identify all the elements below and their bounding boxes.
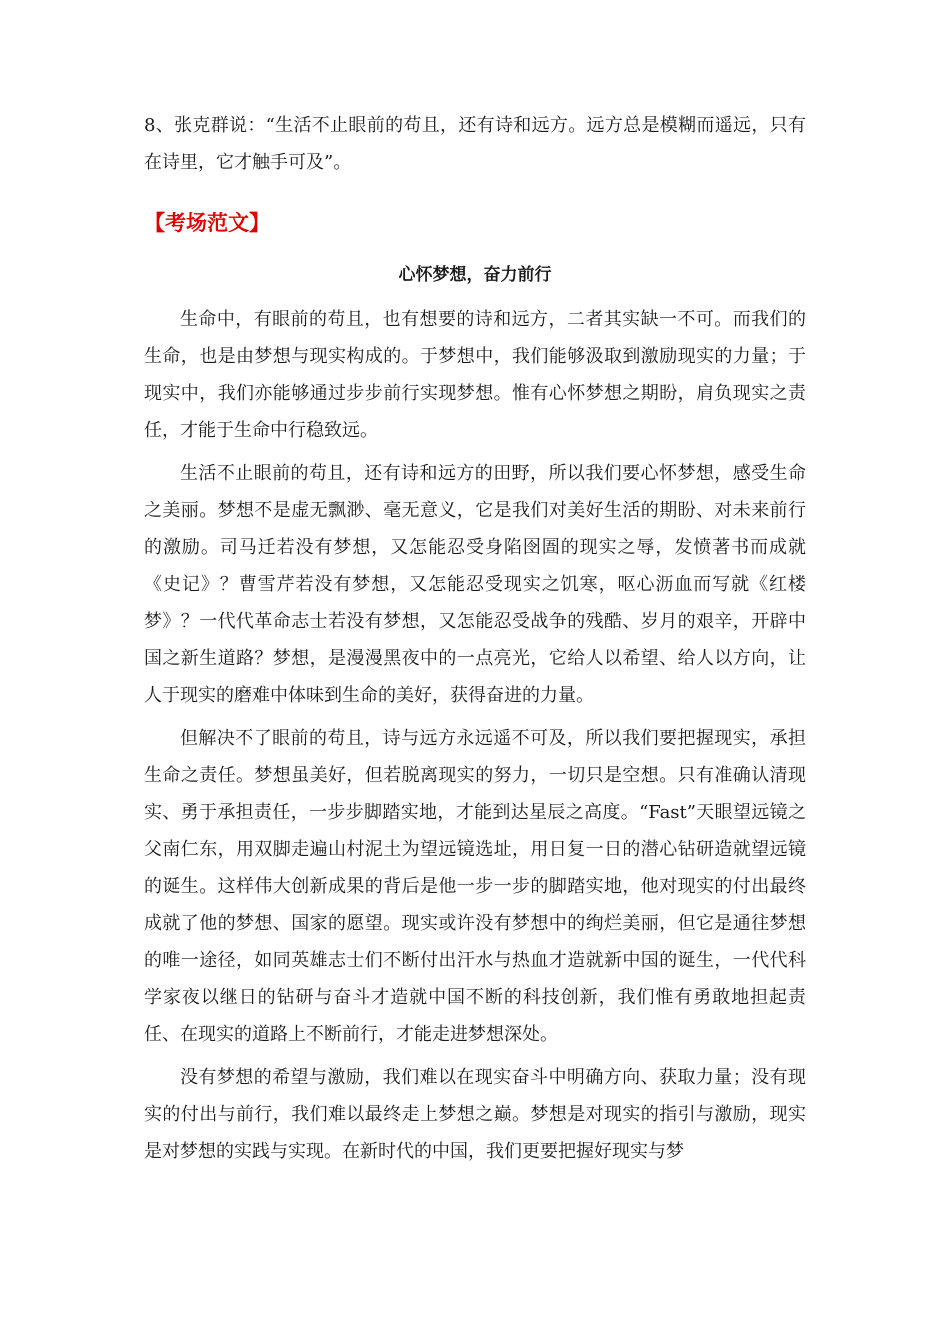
essay-paragraph: 没有梦想的希望与激励，我们难以在现实奋斗中明确方向、获取力量；没有现实的付出与前行，我们难以最终走上梦想之巅。梦想是对现实的指引与激励，现实是对梦想的实践与实现。在新时代的中国，我们更要把握好现实与梦 (144, 1067, 806, 1162)
intro-prompt: 8、张克群说：“生活不止眼前的苟且，还有诗和远方。远方总是模糊而遥远，只有在诗里，它才触手可及”。 (144, 115, 806, 173)
essay-paragraph: 但解决不了眼前的苟且，诗与远方永远遥不可及，所以我们要把握现实，承担生命之责任。梦想虽美好，但若脱离现实的努力，一切只是空想。只有准确认清现实、勇于承担责任，一步步脚踏实地，才能到达星辰之高度。“Fast”天眼望远镜之父南仁东，用双脚走遍山村泥土为望远镜选址，用日复一日的潜心钻研造就望远镜的诞生。这样伟大创新成果的背后是他一步一步的脚踏实地，他对现实的付出最终成就了他的梦想、国家的愿望。现实或许没有梦想中的绚烂美丽，但它是通往梦想的唯一途径，如同英雄志士们不断付出汗水与热血才造就新中国的诞生，一代代科学家夜以继日的钻研与奋斗才造就中国不断的科技创新，我们惟有勇敢地担起责任、在现实的道路上不断前行，才能走进梦想深处。 (144, 728, 806, 1045)
essay-paragraph: 生活不止眼前的苟且，还有诗和远方的田野，所以我们要心怀梦想，感受生命之美丽。梦想不是虚无飘渺、毫无意义，它是我们对美好生活的期盼、对未来前行的激励。司马迁若没有梦想，又怎能忍受身陷囹圄的现实之辱，发愤著书而成就《史记》？曹雪芹若没有梦想，又怎能忍受现实之饥寒，呕心沥血而写就《红楼梦》？一代代革命志士若没有梦想，又怎能忍受战争的残酷、岁月的艰辛，开辟中国之新生道路？梦想，是漫漫黑夜中的一点亮光，它给人以希望、给人以方向，让人于现实的磨难中体味到生命的美好，获得奋进的力量。 (144, 463, 806, 706)
essay-body (144, 301, 806, 1170)
essay-paragraph: 生命中，有眼前的苟且，也有想要的诗和远方，二者其实缺一不可。而我们的生命，也是由梦想与现实构成的。于梦想中，我们能够汲取到激励现实的力量；于现实中，我们亦能够通过步步前行实现梦想。惟有心怀梦想之期盼，肩负现实之责任，才能于生命中行稳致远。 (144, 309, 806, 441)
section-heading: 【考场范文】 (144, 211, 270, 235)
document-content (144, 107, 806, 1170)
essay-title: 心怀梦想，奋力前行 (398, 265, 552, 285)
